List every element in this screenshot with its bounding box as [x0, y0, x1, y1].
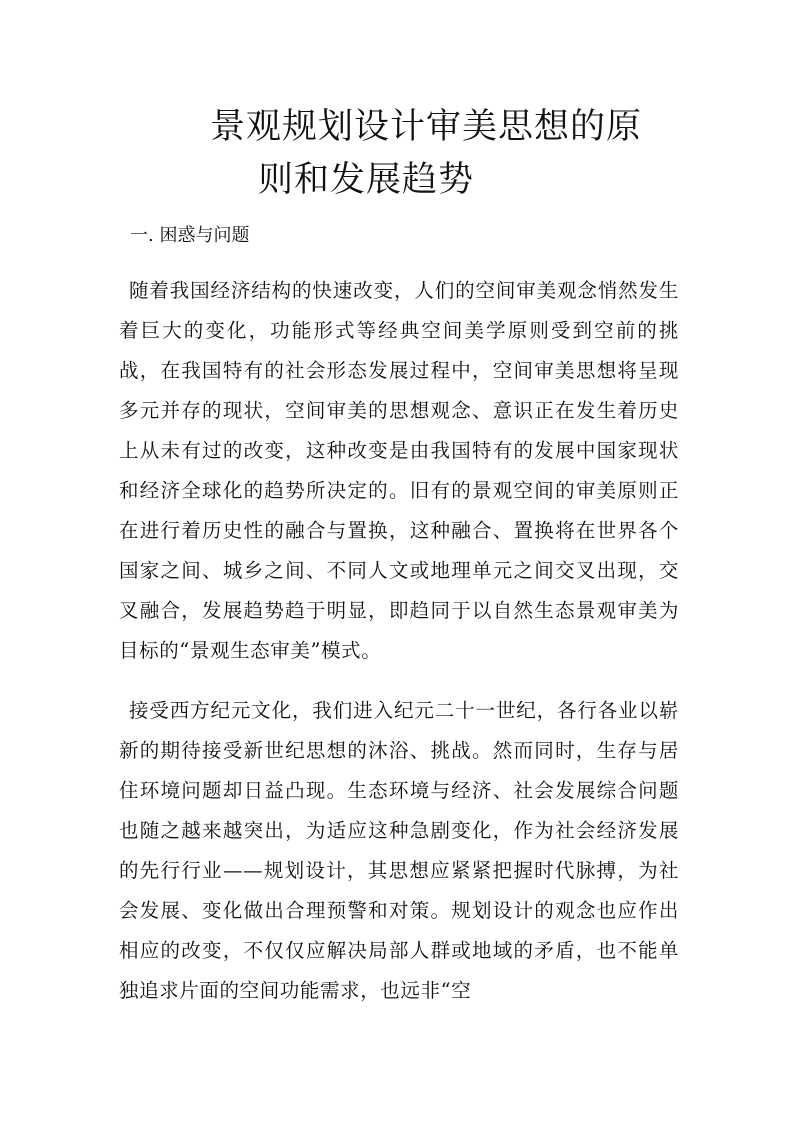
document-title-line-2: 则和发展趋势: [258, 160, 475, 200]
document-title-line-1: 景观规划设计审美思想的原: [210, 107, 643, 147]
body-paragraph-2: 接受西方纪元文化，我们进入纪元二十一世纪，各行各业以崭新的期待接受新世纪思想的沐浴、挑战。然而同时，生存与居住环境问题却日益凸现。生态环境与经济、社会发展综合问题也随之越来越突出，为适应这种急剧变化，作为社会经济发展的先行行业——规划设计，其思想应紧紧把握时代脉搏，为社会发展、变化做出合理预警和对策。规划设计的观念也应作出相应的改变，不仅仅应解决局部人群或地域的矛盾，也不能单独追求片面的空间功能需求，也远非“空: [119, 698, 679, 1002]
body-paragraph-1: 随着我国经济结构的快速改变，人们的空间审美观念悄然发生着巨大的变化，功能形式等经典空间美学原则受到空前的挑战，在我国特有的社会形态发展过程中，空间审美思想将呈现多元并存的现状，空间审美的思想观念、意识正在发生着历史上从未有过的改变，这种改变是由我国特有的发展中国家现状和经济全球化的趋势所决定的。旧有的景观空间的审美原则正在进行着历史性的融合与置换，这种融合、置换将在世界各个国家之间、城乡之间、不同人文或地理单元之间交叉出现，交叉融合，发展趋势趋于明显，即趋同于以自然生态景观审美为目标的“景观生态审美”模式。: [119, 278, 679, 662]
section-heading: 一. 困惑与问题: [130, 225, 250, 246]
